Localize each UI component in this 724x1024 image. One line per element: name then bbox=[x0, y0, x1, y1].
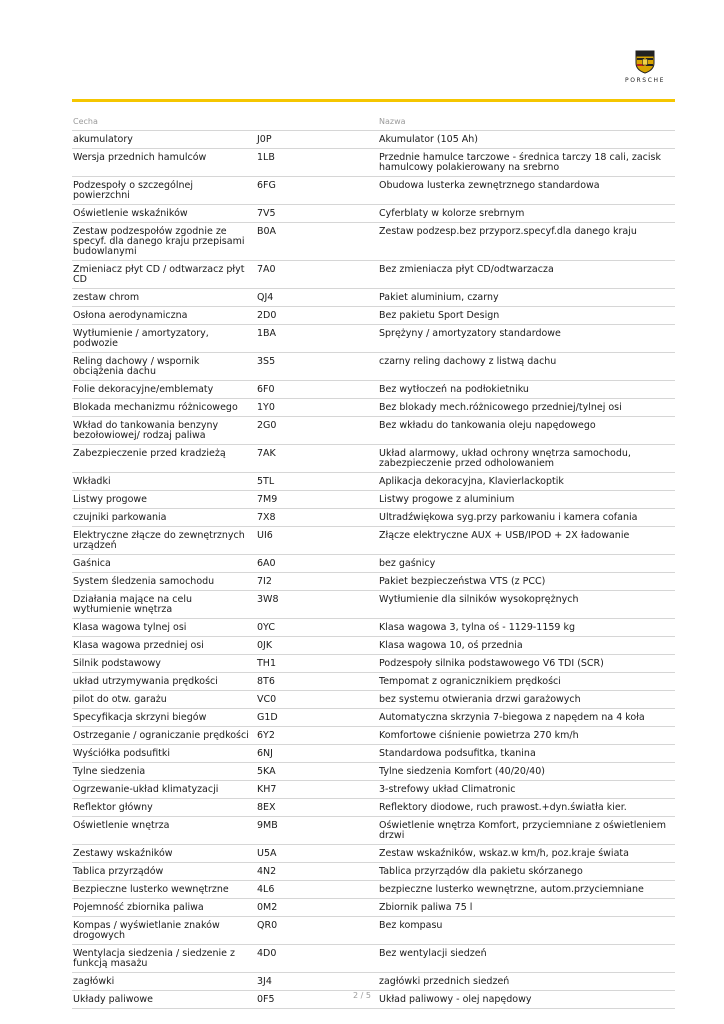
name-cell: Tylne siedzenia Komfort (40/20/40) bbox=[378, 763, 675, 781]
feature-cell: Listwy progowe bbox=[72, 491, 256, 509]
name-cell: Automatyczna skrzynia 7-biegowa z napędem na 4 koła bbox=[378, 709, 675, 727]
table-row bbox=[72, 881, 675, 899]
table-header-row bbox=[72, 114, 675, 131]
code-cell: 0JK bbox=[256, 637, 378, 655]
code-cell: 4L6 bbox=[256, 881, 378, 899]
code-cell: 6Y2 bbox=[256, 727, 378, 745]
code-cell: 7A0 bbox=[256, 261, 378, 289]
code-cell: 8EX bbox=[256, 799, 378, 817]
name-cell: Zestaw podzesp.bez przyporz.specyf.dla danego kraju bbox=[378, 223, 675, 261]
table-row bbox=[72, 381, 675, 399]
table-row bbox=[72, 917, 675, 945]
feature-cell: Zmieniacz płyt CD / odtwarzacz płyt CD bbox=[72, 261, 256, 289]
feature-cell: Gaśnica bbox=[72, 555, 256, 573]
porsche-crest-icon bbox=[635, 50, 655, 74]
feature-cell: Wkład do tankowania benzyny bezołowiowej/ rodzaj paliwa bbox=[72, 417, 256, 445]
table-row bbox=[72, 763, 675, 781]
name-cell: Ultradźwiękowa syg.przy parkowaniu i kamera cofania bbox=[378, 509, 675, 527]
name-cell: Wytłumienie dla silników wysokoprężnych bbox=[378, 591, 675, 619]
name-cell: Bez wytłoczeń na podłokietniku bbox=[378, 381, 675, 399]
header-rule bbox=[72, 99, 675, 102]
name-cell: Bez wkładu do tankowania oleju napędowego bbox=[378, 417, 675, 445]
table-row bbox=[72, 709, 675, 727]
name-cell: Akumulator (105 Ah) bbox=[378, 131, 675, 149]
name-cell: Pakiet bezpieczeństwa VTS (z PCC) bbox=[378, 573, 675, 591]
name-cell: Układ alarmowy, układ ochrony wnętrza samochodu, zabezpieczenie przed odholowaniem bbox=[378, 445, 675, 473]
brand-wordmark: PORSCHE bbox=[624, 77, 665, 84]
table-row bbox=[72, 325, 675, 353]
table-row bbox=[72, 509, 675, 527]
name-cell: Klasa wagowa 3, tylna oś - 1129-1159 kg bbox=[378, 619, 675, 637]
name-cell: zagłówki przednich siedzeń bbox=[378, 973, 675, 991]
code-cell: UI6 bbox=[256, 527, 378, 555]
feature-cell: czujniki parkowania bbox=[72, 509, 256, 527]
table-row bbox=[72, 799, 675, 817]
code-cell: 1BA bbox=[256, 325, 378, 353]
code-cell: 2G0 bbox=[256, 417, 378, 445]
feature-cell: System śledzenia samochodu bbox=[72, 573, 256, 591]
feature-cell: Klasa wagowa tylnej osi bbox=[72, 619, 256, 637]
feature-cell: Wyściółka podsufitki bbox=[72, 745, 256, 763]
table-row bbox=[72, 307, 675, 325]
name-cell: bez systemu otwierania drzwi garażowych bbox=[378, 691, 675, 709]
feature-cell: Zestaw podzespołów zgodnie ze specyf. dla danego kraju przepisami budowlanymi bbox=[72, 223, 256, 261]
feature-cell: Folie dekoracyjne/emblematy bbox=[72, 381, 256, 399]
table-row bbox=[72, 945, 675, 973]
table-row bbox=[72, 745, 675, 763]
code-cell: 6NJ bbox=[256, 745, 378, 763]
code-cell: 0M2 bbox=[256, 899, 378, 917]
table-row bbox=[72, 673, 675, 691]
feature-cell: Osłona aerodynamiczna bbox=[72, 307, 256, 325]
code-cell: 7X8 bbox=[256, 509, 378, 527]
code-cell: QJ4 bbox=[256, 289, 378, 307]
table-row bbox=[72, 131, 675, 149]
feature-cell: Tylne siedzenia bbox=[72, 763, 256, 781]
porsche-logo bbox=[617, 50, 673, 84]
table-row bbox=[72, 655, 675, 673]
name-cell: czarny reling dachowy z listwą dachu bbox=[378, 353, 675, 381]
name-cell: Aplikacja dekoracyjna, Klavierlackoptik bbox=[378, 473, 675, 491]
code-cell: 5TL bbox=[256, 473, 378, 491]
table-row bbox=[72, 417, 675, 445]
table-row bbox=[72, 973, 675, 991]
code-cell: QR0 bbox=[256, 917, 378, 945]
table-row bbox=[72, 591, 675, 619]
table-row bbox=[72, 845, 675, 863]
name-cell: Klasa wagowa 10, oś przednia bbox=[378, 637, 675, 655]
code-cell: 9MB bbox=[256, 817, 378, 845]
table-row bbox=[72, 781, 675, 799]
table-row bbox=[72, 223, 675, 261]
name-cell: Pakiet aluminium, czarny bbox=[378, 289, 675, 307]
page-number: 2 / 5 bbox=[353, 991, 371, 1000]
feature-cell: Zabezpieczenie przed kradzieżą bbox=[72, 445, 256, 473]
feature-cell: pilot do otw. garażu bbox=[72, 691, 256, 709]
name-cell: Bez kompasu bbox=[378, 917, 675, 945]
feature-cell: Wentylacja siedzenia / siedzenie z funkcją masażu bbox=[72, 945, 256, 973]
name-cell: Złącze elektryczne AUX + USB/IPOD + 2X ładowanie bbox=[378, 527, 675, 555]
table-row bbox=[72, 491, 675, 509]
feature-cell: Silnik podstawowy bbox=[72, 655, 256, 673]
name-cell: Tablica przyrządów dla pakietu skórzanego bbox=[378, 863, 675, 881]
code-cell: 0F5 bbox=[256, 991, 378, 1009]
code-cell: 8T6 bbox=[256, 673, 378, 691]
code-cell: 3S5 bbox=[256, 353, 378, 381]
feature-cell: Kompas / wyświetlanie znaków drogowych bbox=[72, 917, 256, 945]
code-cell: 5KA bbox=[256, 763, 378, 781]
feature-cell: Reflektor główny bbox=[72, 799, 256, 817]
feature-cell: Podzespoły o szczególnej powierzchni bbox=[72, 177, 256, 205]
column-header-code bbox=[256, 114, 378, 131]
table-row bbox=[72, 817, 675, 845]
feature-cell: Specyfikacja skrzyni biegów bbox=[72, 709, 256, 727]
name-cell: bez gaśnicy bbox=[378, 555, 675, 573]
code-cell: 7M9 bbox=[256, 491, 378, 509]
feature-cell: Elektryczne złącze do zewnętrznych urządzeń bbox=[72, 527, 256, 555]
feature-cell: zestaw chrom bbox=[72, 289, 256, 307]
table-row bbox=[72, 555, 675, 573]
feature-cell: układ utrzymywania prędkości bbox=[72, 673, 256, 691]
code-cell: 6F0 bbox=[256, 381, 378, 399]
name-cell: Układ paliwowy - olej napędowy bbox=[378, 991, 675, 1009]
feature-cell: Układy paliwowe bbox=[72, 991, 256, 1009]
feature-cell: Blokada mechanizmu różnicowego bbox=[72, 399, 256, 417]
name-cell: Oświetlenie wnętrza Komfort, przyciemniane z oświetleniem drzwi bbox=[378, 817, 675, 845]
table-row bbox=[72, 691, 675, 709]
table-row bbox=[72, 445, 675, 473]
code-cell: U5A bbox=[256, 845, 378, 863]
name-cell: Zbiornik paliwa 75 l bbox=[378, 899, 675, 917]
feature-cell: Ostrzeganie / ograniczanie prędkości bbox=[72, 727, 256, 745]
code-cell: 7I2 bbox=[256, 573, 378, 591]
code-cell: 3J4 bbox=[256, 973, 378, 991]
code-cell: 7AK bbox=[256, 445, 378, 473]
name-cell: Sprężyny / amortyzatory standardowe bbox=[378, 325, 675, 353]
name-cell: Komfortowe ciśnienie powietrza 270 km/h bbox=[378, 727, 675, 745]
name-cell: Przednie hamulce tarczowe - średnica tarczy 18 cali, zacisk hamulcowy polakierowany na srebrno bbox=[378, 149, 675, 177]
feature-cell: Oświetlenie wnętrza bbox=[72, 817, 256, 845]
feature-cell: Wersja przednich hamulców bbox=[72, 149, 256, 177]
code-cell: J0P bbox=[256, 131, 378, 149]
code-cell: KH7 bbox=[256, 781, 378, 799]
name-cell: Standardowa podsufitka, tkanina bbox=[378, 745, 675, 763]
table-row bbox=[72, 399, 675, 417]
feature-cell: Zestawy wskaźników bbox=[72, 845, 256, 863]
name-cell: Bez zmieniacza płyt CD/odtwarzacza bbox=[378, 261, 675, 289]
code-cell: 7V5 bbox=[256, 205, 378, 223]
feature-cell: Pojemność zbiornika paliwa bbox=[72, 899, 256, 917]
name-cell: Bez blokady mech.różnicowego przedniej/tylnej osi bbox=[378, 399, 675, 417]
name-cell: Zestaw wskaźników, wskaz.w km/h, poz.kraje świata bbox=[378, 845, 675, 863]
table-row bbox=[72, 261, 675, 289]
feature-cell: akumulatory bbox=[72, 131, 256, 149]
code-cell: 6FG bbox=[256, 177, 378, 205]
table-row bbox=[72, 353, 675, 381]
feature-cell: Klasa wagowa przedniej osi bbox=[72, 637, 256, 655]
feature-cell: Oświetlenie wskaźników bbox=[72, 205, 256, 223]
code-cell: 3W8 bbox=[256, 591, 378, 619]
table-row bbox=[72, 149, 675, 177]
table-row bbox=[72, 573, 675, 591]
name-cell: Tempomat z ogranicznikiem prędkości bbox=[378, 673, 675, 691]
name-cell: bezpieczne lusterko wewnętrzne, autom.przyciemniane bbox=[378, 881, 675, 899]
table-row bbox=[72, 177, 675, 205]
name-cell: Obudowa lusterka zewnętrznego standardowa bbox=[378, 177, 675, 205]
table-row bbox=[72, 205, 675, 223]
feature-cell: Tablica przyrządów bbox=[72, 863, 256, 881]
feature-cell: Działania mające na celu wytłumienie wnętrza bbox=[72, 591, 256, 619]
feature-cell: Wytłumienie / amortyzatory, podwozie bbox=[72, 325, 256, 353]
code-cell: 6A0 bbox=[256, 555, 378, 573]
code-cell: TH1 bbox=[256, 655, 378, 673]
code-cell: VC0 bbox=[256, 691, 378, 709]
table-row bbox=[72, 527, 675, 555]
name-cell: Listwy progowe z aluminium bbox=[378, 491, 675, 509]
table-row bbox=[72, 473, 675, 491]
column-header-feature: Cecha bbox=[72, 114, 256, 131]
code-cell: 2D0 bbox=[256, 307, 378, 325]
code-cell: B0A bbox=[256, 223, 378, 261]
feature-cell: zagłówki bbox=[72, 973, 256, 991]
table-row bbox=[72, 727, 675, 745]
name-cell: Bez pakietu Sport Design bbox=[378, 307, 675, 325]
feature-cell: Ogrzewanie-układ klimatyzacji bbox=[72, 781, 256, 799]
column-header-name: Nazwa bbox=[378, 114, 675, 131]
table-row bbox=[72, 899, 675, 917]
name-cell: 3-strefowy układ Climatronic bbox=[378, 781, 675, 799]
name-cell: Podzespoły silnika podstawowego V6 TDI (SCR) bbox=[378, 655, 675, 673]
table-row bbox=[72, 289, 675, 307]
name-cell: Reflektory diodowe, ruch prawost.+dyn.światła kier. bbox=[378, 799, 675, 817]
feature-cell: Reling dachowy / wspornik obciążenia dachu bbox=[72, 353, 256, 381]
code-cell: 4N2 bbox=[256, 863, 378, 881]
name-cell: Cyferblaty w kolorze srebrnym bbox=[378, 205, 675, 223]
code-cell: 1Y0 bbox=[256, 399, 378, 417]
equipment-table bbox=[72, 114, 675, 1009]
table-row bbox=[72, 637, 675, 655]
table-row bbox=[72, 863, 675, 881]
feature-cell: Bezpieczne lusterko wewnętrzne bbox=[72, 881, 256, 899]
code-cell: 1LB bbox=[256, 149, 378, 177]
code-cell: 0YC bbox=[256, 619, 378, 637]
code-cell: G1D bbox=[256, 709, 378, 727]
table-row bbox=[72, 619, 675, 637]
feature-cell: Wkładki bbox=[72, 473, 256, 491]
code-cell: 4D0 bbox=[256, 945, 378, 973]
name-cell: Bez wentylacji siedzeń bbox=[378, 945, 675, 973]
